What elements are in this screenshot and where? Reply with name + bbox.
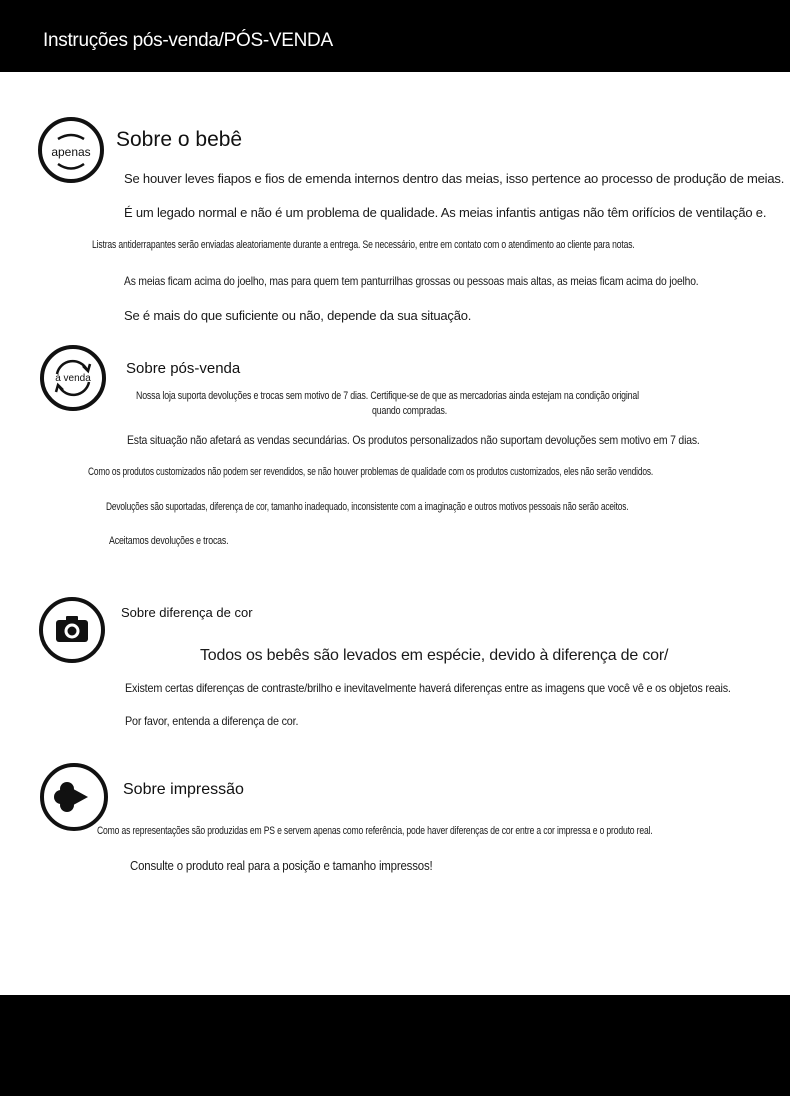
print-head-icon [40, 763, 108, 831]
section-title-posvenda: Sobre pós-venda [126, 360, 241, 377]
text-line: Como as representações são produzidas em PS e servem apenas como referência, pode haver diferenças de cor entre a cor impressa e o produto real. [97, 825, 653, 837]
icon-label: apenas [51, 145, 91, 159]
text-line: Se houver leves fiapos e fios de emenda internos dentro das meias, isso pertence ao processo de produção de meias. [124, 171, 785, 186]
text-line: As meias ficam acima do joelho, mas para quem tem panturrilhas grossas ou pessoas mais altas, as meias ficam acima do joelho. [124, 274, 699, 288]
footer-band [0, 995, 790, 1096]
text-line: Esta situação não afetará as vendas secundárias. Os produtos personalizados não suportam devoluções sem motivo em 7 dias. [127, 433, 700, 447]
text-line: Todos os bebês são levados em espécie, devido à diferença de cor/ [200, 647, 669, 664]
text-line: É um legado normal e não é um problema de qualidade. As meias infantis antigas não têm orifícios de ventilação e. [124, 205, 767, 220]
section-title-bebe: Sobre o bebê [116, 128, 243, 151]
text-line: Como os produtos customizados não podem ser revendidos, se não houver problemas de qualidade com os produtos customizados, eles não serão vendidos. [88, 466, 654, 478]
text-line: Consulte o produto real para a posição e tamanho impressos! [130, 858, 433, 873]
text-line: Por favor, entenda a diferença de cor. [125, 714, 299, 728]
text-line: Existem certas diferenças de contraste/brilho e inevitavelmente haverá diferenças entre as imagens que você vê e os objetos reais. [125, 681, 731, 695]
text-line: quando compradas. [372, 405, 448, 417]
text-line: Se é mais do que suficiente ou não, depende da sua situação. [124, 308, 472, 323]
smile-circle-icon [38, 117, 104, 183]
text-line: Listras antiderrapantes serão enviadas aleatoriamente durante a entrega. Se necessário, entre em contato com o atendimento ao cliente para notas. [92, 239, 635, 251]
icon-label: à venda [55, 373, 91, 384]
text-line: Aceitamos devoluções e trocas. [109, 535, 229, 547]
header-band [0, 0, 790, 72]
section-title-impressao: Sobre impressão [123, 781, 244, 798]
text-line: Devoluções são suportadas, diferença de cor, tamanho inadequado, inconsistente com a imaginação e outros motivos pessoais não serão aceitos. [106, 501, 629, 513]
camera-icon [39, 597, 105, 663]
page-title: Instruções pós-venda/PÓS-VENDA [43, 30, 333, 51]
refresh-circle-icon [40, 345, 106, 411]
section-title-cor: Sobre diferença de cor [121, 605, 253, 620]
text-line: Nossa loja suporta devoluções e trocas sem motivo de 7 dias. Certifique-se de que as mercadorias ainda estejam na condição original [136, 390, 639, 402]
